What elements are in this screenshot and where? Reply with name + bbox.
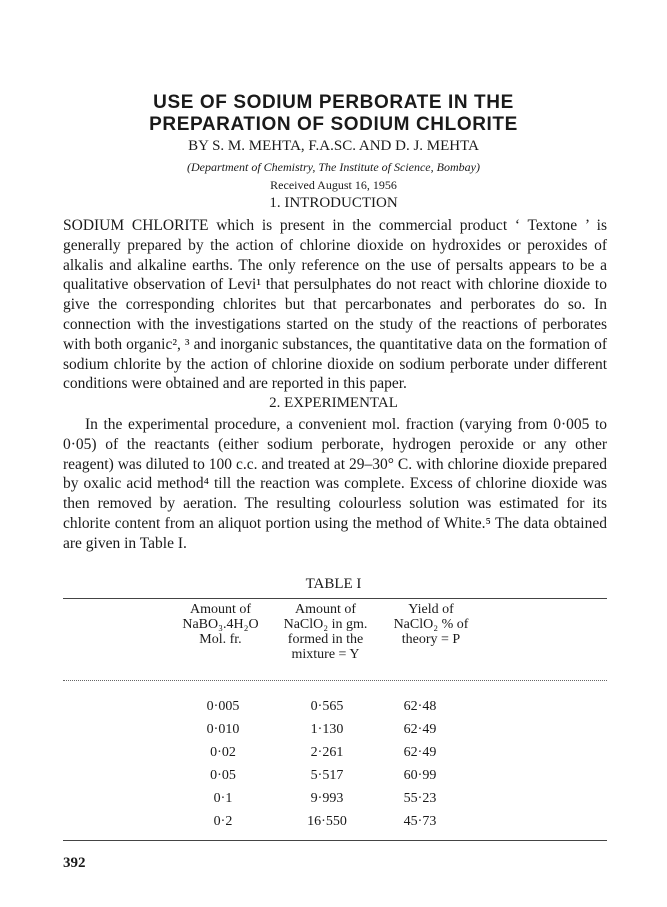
section-heading-introduction: 1. INTRODUCTION <box>269 195 398 211</box>
header-line: Amount of <box>294 602 357 617</box>
table-caption: TABLE I <box>305 576 362 592</box>
table-header-col-2 <box>278 602 373 662</box>
header-line: NaClO₂ % of <box>393 617 469 632</box>
header-line: Amount of <box>189 602 252 617</box>
section-heading-experimental: 2. EXPERIMENTAL <box>269 395 398 411</box>
introduction-paragraph: SODIUM CHLORITE which is present in the commercial product ‘ Textone ’ is generally prepared by the action of chlorine dioxide on hydroxides or peroxides of alkalis and alkaline earths. The only reference on the use of persalts appears to be a qualitative observation of Levi¹ that persulphates do not react with chlorine dioxide to give the corresponding chlorites but that percarbonates and perborates do so. In connection with the investigations started on the study of the reactions of perborates with both organic², ³ and inorganic substances, the quantitative data on the formation of sodium chlorite by the action of chlorine dioxide on sodium perborate under different conditions were obtained and are reported in this paper. <box>63 217 607 393</box>
table-cell: 9·993 <box>310 791 344 806</box>
header-line: NaBO₃.4H₂O <box>182 617 259 632</box>
header-line: Yield of <box>408 602 454 617</box>
table-cell: 62·49 <box>403 745 437 760</box>
table-cell: 0·010 <box>206 722 240 737</box>
paper-title-line-2: PREPARATION OF SODIUM CHLORITE <box>149 114 518 135</box>
table-cell: 0·05 <box>210 768 236 783</box>
header-line: mixture = Y <box>291 647 360 662</box>
table-bottom-rule <box>63 840 607 841</box>
table-row <box>0 745 667 765</box>
table-cell: 0·1 <box>213 791 233 806</box>
authors: BY S. M. MEHTA, F.A.SC. AND D. J. MEHTA <box>188 138 479 154</box>
table-cell: 45·73 <box>403 814 437 829</box>
table-header-col-3 <box>381 602 481 647</box>
table-cell: 16·550 <box>307 814 347 829</box>
table-row <box>0 699 667 719</box>
table-cell: 0·02 <box>210 745 236 760</box>
table-row <box>0 814 667 834</box>
header-line: formed in the <box>287 632 364 647</box>
table-row <box>0 722 667 742</box>
table-cell: 62·48 <box>403 699 437 714</box>
received-date: Received August 16, 1956 <box>270 178 397 192</box>
table-cell: 0·565 <box>310 699 344 714</box>
table-row <box>0 768 667 788</box>
table-cell: 1·130 <box>310 722 344 737</box>
table-cell: 60·99 <box>403 768 437 783</box>
table-cell: 5·517 <box>310 768 344 783</box>
table-cell: 0·005 <box>206 699 240 714</box>
page-number: 392 <box>63 855 86 871</box>
table-cell: 55·23 <box>403 791 437 806</box>
table-header-col-1 <box>173 602 268 647</box>
table-row <box>0 791 667 811</box>
header-line: Mol. fr. <box>199 632 242 647</box>
experimental-paragraph: In the experimental procedure, a convenient mol. fraction (varying from 0·005 to 0·05) of the reactants (either sodium perborate, hydrogen peroxide or any other reagent) was diluted to 100 c.c. and treated at 29–30° C. with chlorine dioxide prepared by oxalic acid method⁴ till the reaction was complete. Excess of chlorine dioxide was then removed by aeration. The resulting colourless solution was estimated for its chlorite content from an aliquot portion using the method of White.⁵ The data obtained are given in Table I. <box>63 416 607 552</box>
table-top-rule <box>63 598 607 599</box>
header-line: NaClO₂ in gm. <box>283 617 368 632</box>
table-cell: 2·261 <box>310 745 344 760</box>
affiliation: (Department of Chemistry, The Institute of Science, Bombay) <box>187 160 480 174</box>
header-line: theory = P <box>401 632 461 647</box>
table-cell: 62·49 <box>403 722 437 737</box>
table-header-rule <box>63 680 607 681</box>
table-cell: 0·2 <box>213 814 233 829</box>
paper-title-line-1: USE OF SODIUM PERBORATE IN THE <box>153 92 514 113</box>
